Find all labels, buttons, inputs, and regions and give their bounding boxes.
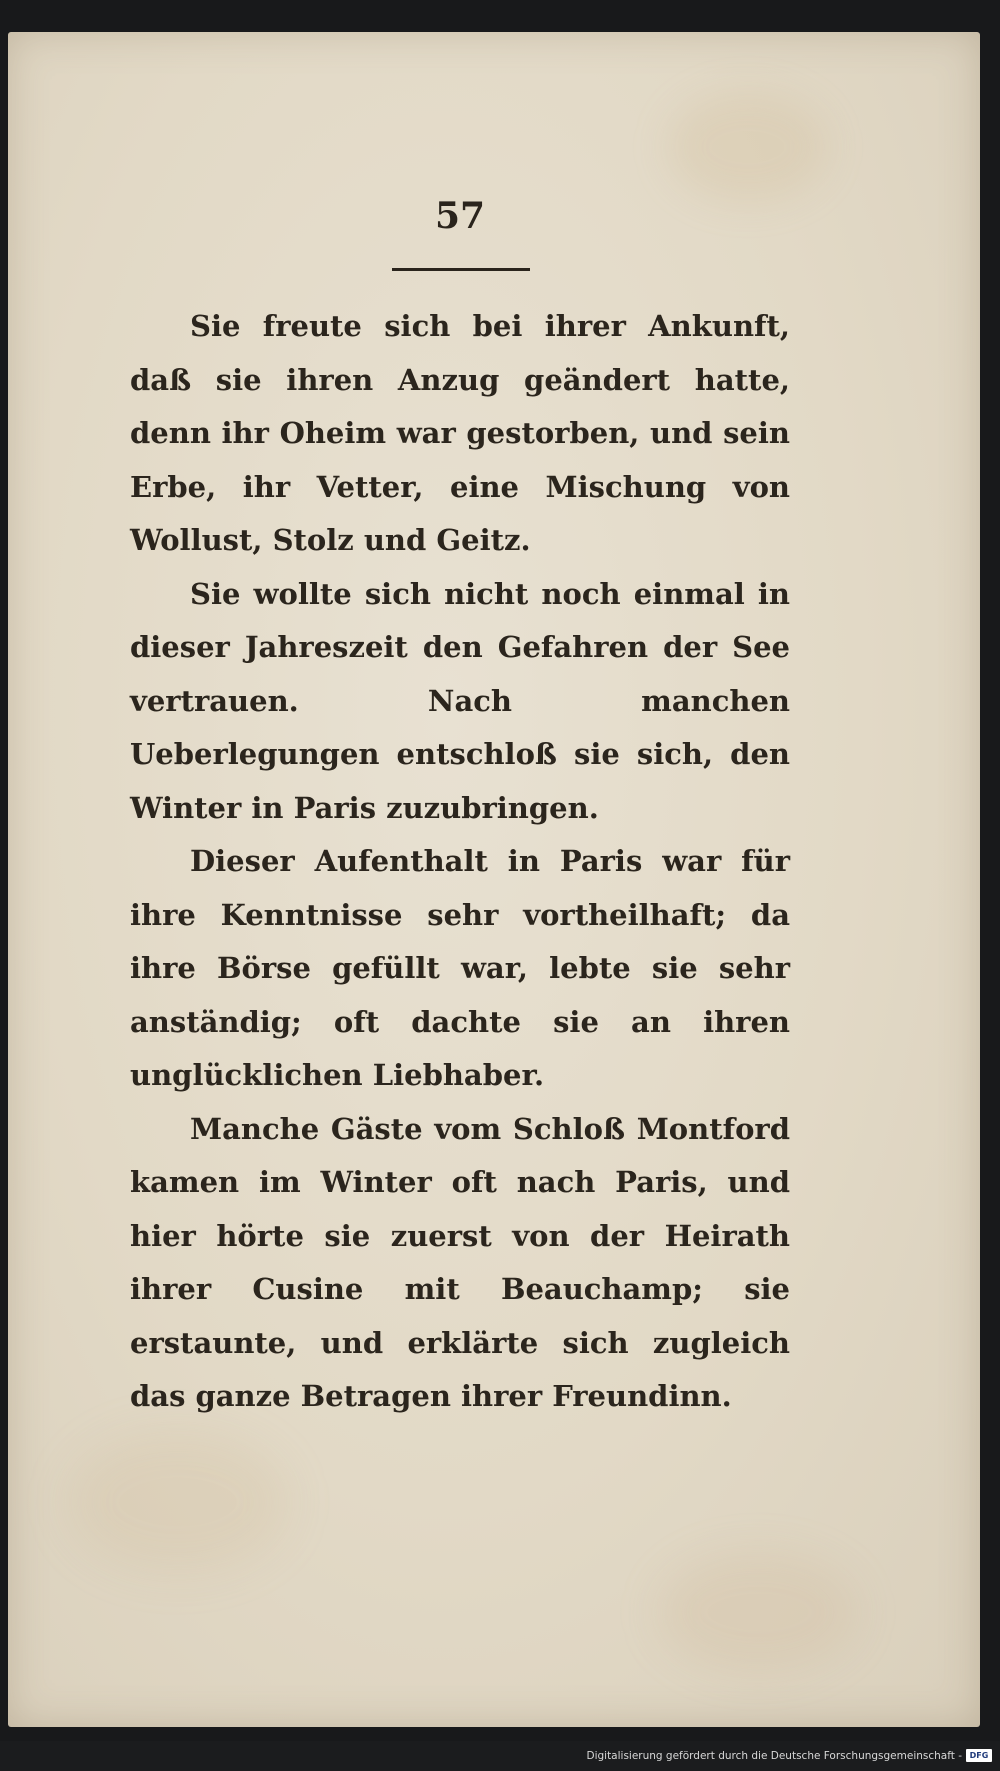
paragraph-3: Dieser Aufenthalt in Paris war für ihre Kenntnisse sehr vortheilhaft; da ihre Börse gefüllt war, lebte sie sehr anständig; oft dachte sie an ihren unglücklichen Liebhaber.: [130, 844, 790, 1092]
funding-credit: Digitalisierung gefördert durch die Deutsche Forschungsgemeinschaft -: [586, 1750, 962, 1762]
paragraph-4: Manche Gäste vom Schloß Montford kamen im Winter oft nach Paris, und hier hörte sie zuerst von der Heirath ihrer Cusine mit Beauchamp; sie erstaunte, und erklärte sich zugleich das ganze Betragen ihrer Freundinn.: [130, 1111, 790, 1413]
page-number: 57: [434, 195, 486, 237]
page-number-rule: [392, 268, 530, 271]
paragraph-2: Sie wollte sich nicht noch einmal in dieser Jahreszeit den Gefahren der See vertrauen. Nach manchen Ueberlegungen entschloß sie sich, den Winter in Paris zuzubringen.: [130, 576, 790, 825]
body-text: [130, 300, 790, 1424]
paragraph-1: Sie freute sich bei ihrer Ankunft, daß sie ihren Anzug geändert hatte, denn ihr Oheim war gestorben, und sein Erbe, ihr Vetter, eine Mischung von Wollust, Stolz und Geitz.: [130, 309, 790, 557]
paper-stain: [668, 92, 828, 202]
digitization-footer: [0, 1741, 1000, 1771]
dfg-logo: DFG: [966, 1749, 992, 1762]
paper-stain: [658, 1552, 858, 1672]
paper-stain: [68, 1432, 288, 1572]
